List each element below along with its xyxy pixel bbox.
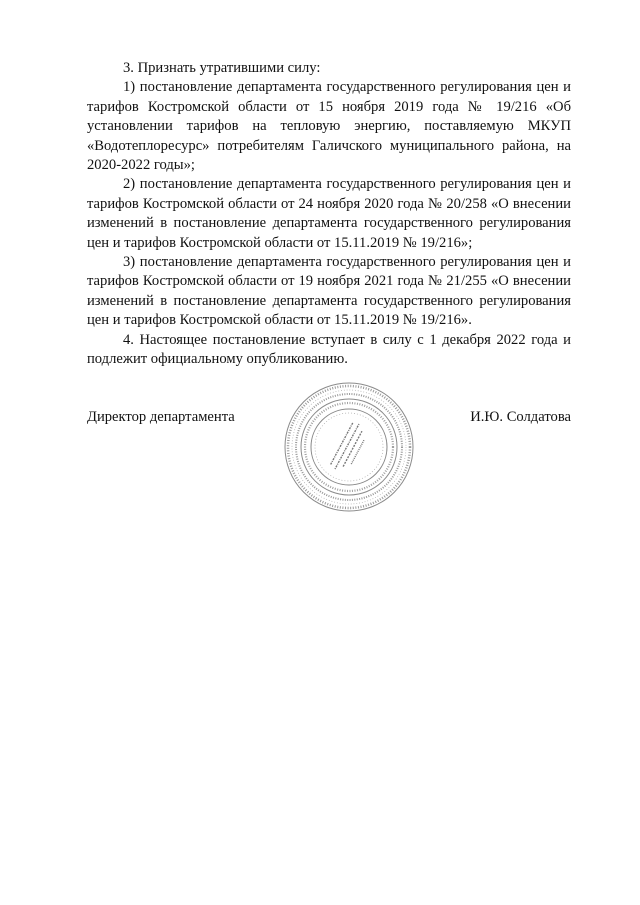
signatory-name: И.Ю. Солдатова [470, 409, 571, 425]
paragraph-item-4: 4. Настоящее постановление вступает в силу с 1 декабря 2022 года и подлежит официальному опубликованию. [87, 331, 571, 368]
paragraph-item-3: 3. Признать утратившими силу: [123, 60, 321, 76]
paragraph-subitem-3: 3) постановление департамента государственного регулирования цен и тарифов Костромской области от 19 ноября 2021 года № 21/255 «О внесении изменений в постановление департамента государственного регулирования цен и тарифов Костромской области от 15.11.2019 № 19/216». [87, 254, 571, 329]
signatory-position: Директор департамента [87, 409, 235, 425]
electronic-signature-stamp-icon [283, 381, 415, 513]
document-body [87, 59, 571, 370]
paragraph-subitem-2: 2) постановление департамента государственного регулирования цен и тарифов Костромской области от 24 ноября 2020 года № 20/258 «О внесении изменений в постановление департамента государственного регулирования цен и тарифов Костромской области от 15.11.2019 № 19/216»; [87, 176, 571, 251]
paragraph-subitem-1: 1) постановление департамента государственного регулирования цен и тарифов Костромской области от 15 ноября 2019 года № 19/216 «Об установлении тарифов на тепловую энергию, поставляемую МКУП «Водотеплоресурс» потребителям Галичского муниципального района, на 2020-2022 годы»; [87, 79, 571, 174]
